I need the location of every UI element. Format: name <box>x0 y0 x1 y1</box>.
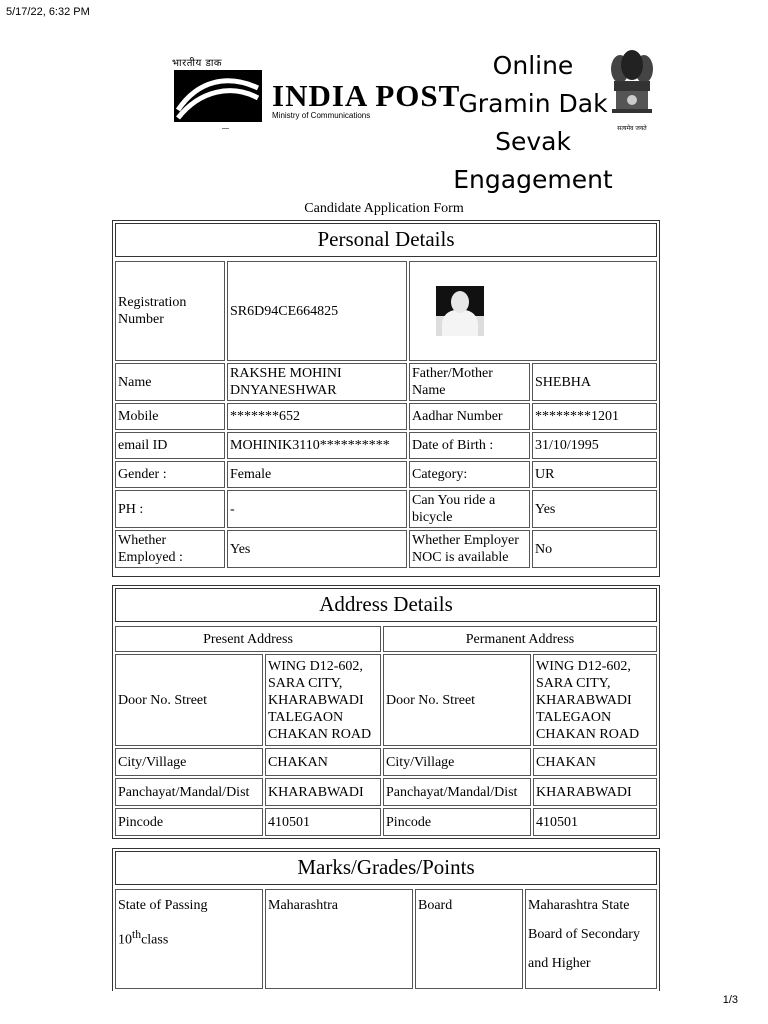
state-of-passing-label <box>115 889 263 989</box>
name-label: Name <box>115 363 225 401</box>
category-label: Category: <box>409 461 530 488</box>
registration-label: Registration Number <box>115 261 225 361</box>
national-emblem-icon <box>606 47 658 137</box>
noc-value: No <box>532 530 657 568</box>
emblem-motto: सत्यमेव जयते <box>617 125 647 132</box>
photo-cell <box>409 261 657 361</box>
aadhar-value: ********1201 <box>532 403 657 430</box>
permanent-pincode-value: 410501 <box>533 808 657 836</box>
dob-label: Date of Birth : <box>409 432 530 459</box>
state-label: State of Passing <box>118 898 208 913</box>
title-line: Gramin Dak <box>458 89 608 118</box>
state-value: Maharashtra <box>265 889 413 989</box>
candidate-photo <box>436 286 484 336</box>
present-panchayat-label: Panchayat/Mandal/Dist <box>115 778 263 806</box>
permanent-panchayat-value: KHARABWADI <box>533 778 657 806</box>
gender-label: Gender : <box>115 461 225 488</box>
permanent-door-label: Door No. Street <box>383 654 531 746</box>
address-details-title: Address Details <box>115 588 657 622</box>
form-caption: Candidate Application Form <box>304 201 464 216</box>
page-number: 1/3 <box>722 994 738 1006</box>
present-city-value: CHAKAN <box>265 748 381 776</box>
mobile-value: *******652 <box>227 403 407 430</box>
category-value: UR <box>532 461 657 488</box>
aadhar-label: Aadhar Number <box>409 403 530 430</box>
logo-hindi-text: भारतीय डाक <box>172 58 223 69</box>
board-value: Maharashtra State Board of Secondary and Higher <box>525 889 657 989</box>
registration-value: SR6D94CE664825 <box>227 261 407 361</box>
personal-details-title: Personal Details <box>115 223 657 257</box>
parent-value: SHEBHA <box>532 363 657 401</box>
class-sup: th <box>132 928 142 941</box>
permanent-pincode-label: Pincode <box>383 808 531 836</box>
india-post-logo-icon <box>174 70 262 122</box>
permanent-city-label: City/Village <box>383 748 531 776</box>
permanent-address-header: Permanent Address <box>383 626 657 652</box>
personal-details-section <box>112 220 660 577</box>
permanent-panchayat-label: Panchayat/Mandal/Dist <box>383 778 531 806</box>
title-line: Engagement <box>453 165 613 194</box>
ph-label: PH : <box>115 490 225 528</box>
class-suffix: class <box>141 932 169 948</box>
ph-value: - <box>227 490 407 528</box>
mobile-label: Mobile <box>115 403 225 430</box>
title-line: Online <box>492 51 574 80</box>
marks-title: Marks/Grades/Points <box>115 851 657 885</box>
present-address-header: Present Address <box>115 626 381 652</box>
dob-value: 31/10/1995 <box>532 432 657 459</box>
marks-table <box>113 887 659 991</box>
print-timestamp: 5/17/22, 6:32 PM <box>6 6 90 18</box>
employed-label: Whether Employed : <box>115 530 225 568</box>
board-label: Board <box>415 889 523 989</box>
india-post-logo-text: INDIA POST <box>272 78 461 113</box>
permanent-door-value: WING D12-602, SARA CITY, KHARABWADI TALEGAON CHAKAN ROAD <box>533 654 657 746</box>
gender-value: Female <box>227 461 407 488</box>
address-details-table <box>113 624 659 838</box>
present-pincode-value: 410501 <box>265 808 381 836</box>
present-door-value: WING D12-602, SARA CITY, KHARABWADI TALEGAON CHAKAN ROAD <box>265 654 381 746</box>
marks-section <box>112 848 660 991</box>
class-number: 10 <box>118 932 132 948</box>
permanent-city-value: CHAKAN <box>533 748 657 776</box>
employed-value: Yes <box>227 530 407 568</box>
bicycle-value: Yes <box>532 490 657 528</box>
email-label: email ID <box>115 432 225 459</box>
logo-tick: — <box>222 125 229 132</box>
present-door-label: Door No. Street <box>115 654 263 746</box>
noc-label: Whether Employer NOC is available <box>409 530 530 568</box>
name-value: RAKSHE MOHINI DNYANESHWAR <box>227 363 407 401</box>
present-pincode-label: Pincode <box>115 808 263 836</box>
page-title <box>453 47 613 199</box>
title-line: Sevak <box>495 127 571 156</box>
bicycle-label: Can You ride a bicycle <box>409 490 530 528</box>
present-panchayat-value: KHARABWADI <box>265 778 381 806</box>
ministry-text: Ministry of Communications <box>272 111 371 120</box>
personal-details-table <box>113 259 659 570</box>
parent-label: Father/Mother Name <box>409 363 530 401</box>
email-value: MOHINIK3110********** <box>227 432 407 459</box>
class-label <box>118 920 260 955</box>
address-details-section <box>112 585 660 839</box>
present-city-label: City/Village <box>115 748 263 776</box>
